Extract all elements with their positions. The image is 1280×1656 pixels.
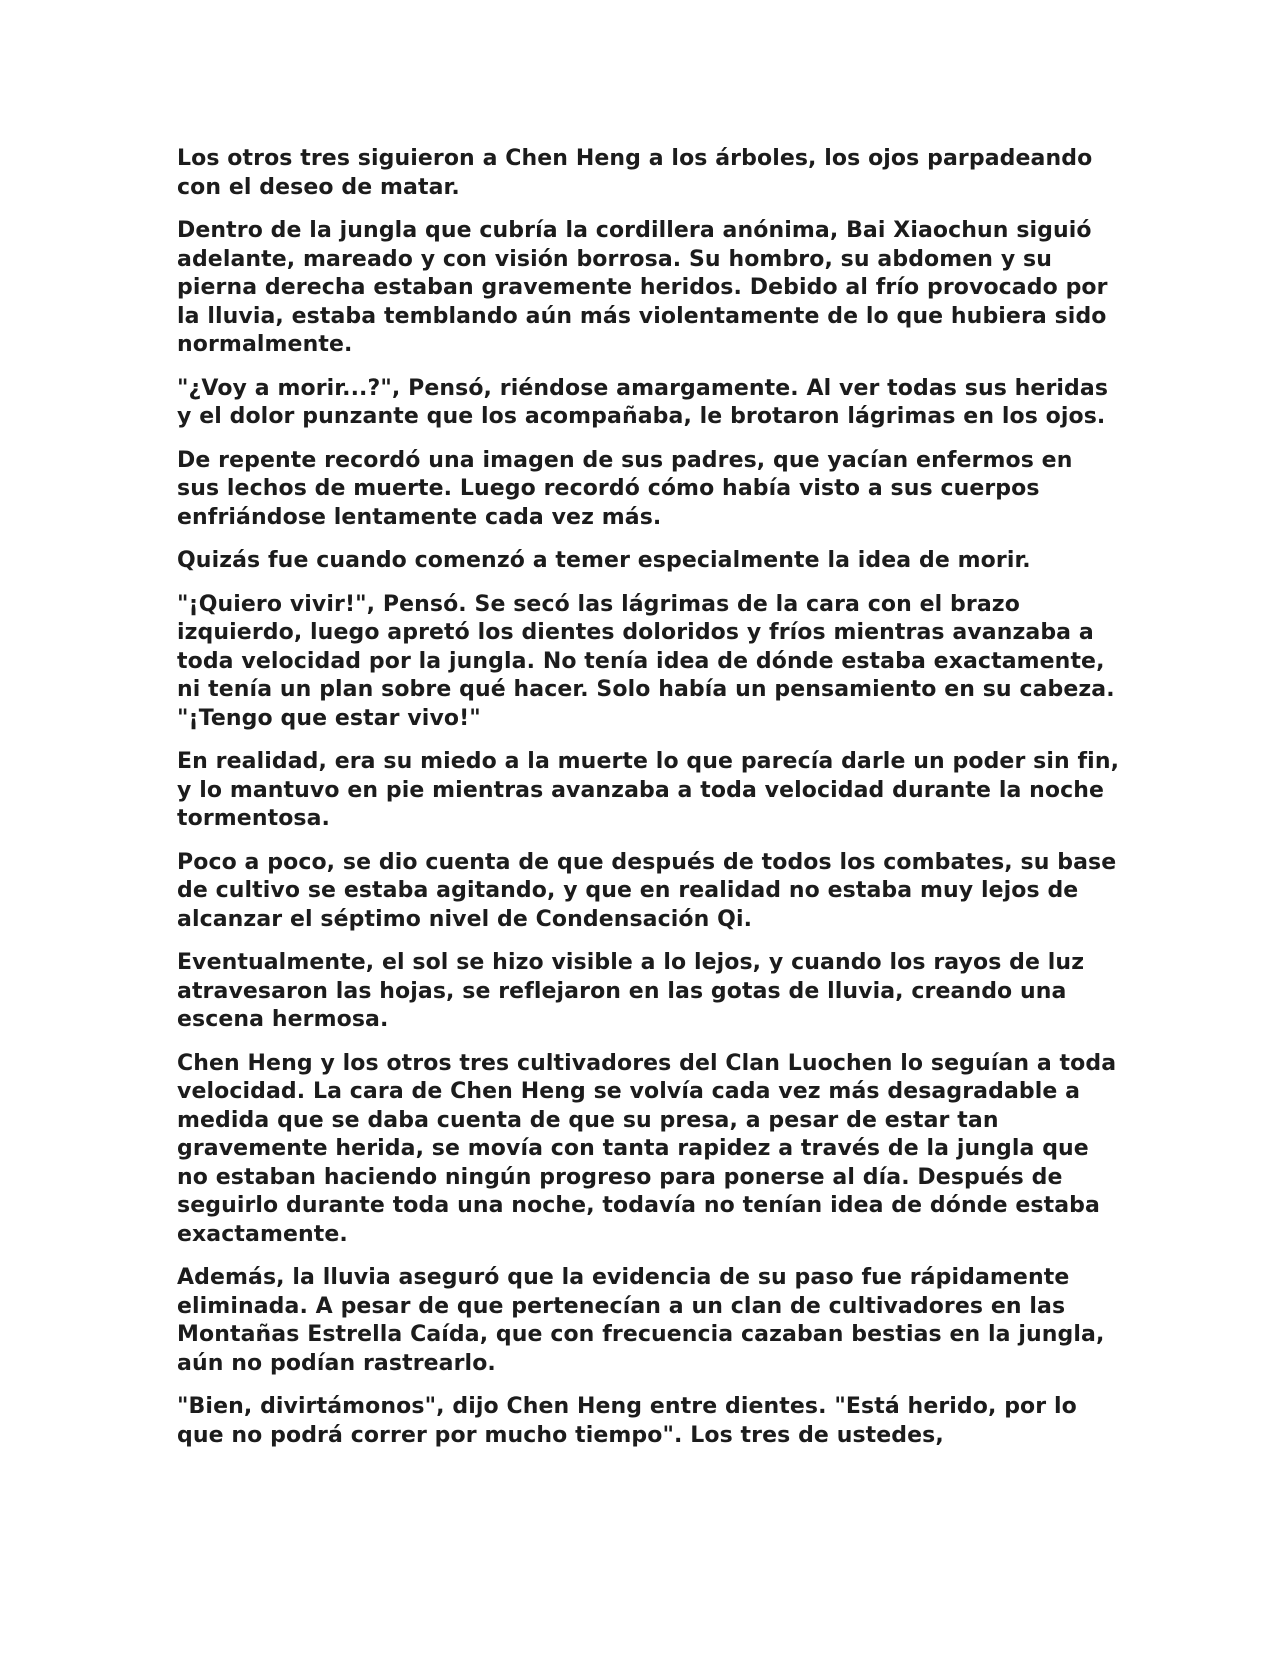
paragraph-9: Eventualmente, el sol se hizo visible a lo lejos, y cuando los rayos de luz atravesaron las hojas, se reflejaron en las gotas de lluvia, creando una escena hermosa.: [177, 950, 1085, 1032]
paragraph-10: Chen Heng y los otros tres cultivadores del Clan Luochen lo seguían a toda velocidad. La cara de Chen Heng se volvía cada vez más desagradable a medida que se daba cuenta de que su presa, a pesar de estar tan gravemente herida, se movía con tanta rapidez a través de la jungla que no estaban haciendo ningún progreso para ponerse al día. Después de seguirlo durante toda una noche, todavía no tenían idea de dónde estaba exactamente.: [177, 1050, 1117, 1247]
paragraph-12: "Bien, divirtámonos", dijo Chen Heng entre dientes. "Está herido, por lo que no podrá correr por mucho tiempo". Los tres de ustedes,: [177, 1394, 1077, 1448]
paragraph-7: En realidad, era su miedo a la muerte lo que parecía darle un poder sin fin, y lo mantuvo en pie mientras avanzaba a toda velocidad durante la noche tormentosa.: [177, 749, 1120, 831]
paragraph-11: Además, la lluvia aseguró que la evidencia de su paso fue rápidamente eliminada. A pesar de que pertenecían a un clan de cultivadores en las Montañas Estrella Caída, que con frecuencia cazaban bestias en la jungla, aún no podían rastrearlo.: [177, 1265, 1105, 1376]
document-page: [177, 145, 1122, 1465]
paragraph-1: Los otros tres siguieron a Chen Heng a los árboles, los ojos parpadeando con el deseo de matar.: [177, 146, 1093, 200]
paragraph-2: Dentro de la jungla que cubría la cordillera anónima, Bai Xiaochun siguió adelante, mareado y con visión borrosa. Su hombro, su abdomen y su pierna derecha estaban gravemente heridos. Debido al frío provocado por la lluvia, estaba temblando aún más violentamente de lo que hubiera sido normalmente.: [177, 218, 1108, 357]
paragraph-5: Quizás fue cuando comenzó a temer especialmente la idea de morir.: [177, 548, 1031, 573]
paragraph-8: Poco a poco, se dio cuenta de que después de todos los combates, su base de cultivo se estaba agitando, y que en realidad no estaba muy lejos de alcanzar el séptimo nivel de Condensación Qi.: [177, 849, 1117, 932]
paragraph-6: "¡Quiero vivir!", Pensó. Se secó las lágrimas de la cara con el brazo izquierdo, luego apretó los dientes doloridos y fríos mientras avanzaba a toda velocidad por la jungla. No tenía idea de dónde estaba exactamente, ni tenía un plan sobre qué hacer. Solo había un pensamiento en su cabeza. "¡Tengo que estar vivo!": [177, 591, 1115, 731]
paragraph-3: "¿Voy a morir...?", Pensó, riéndose amargamente. Al ver todas sus heridas y el dolor punzante que los acompañaba, le brotaron lágrimas en los ojos.: [177, 375, 1109, 429]
paragraph-4: De repente recordó una imagen de sus padres, que yacían enfermos en sus lechos de muerte. Luego recordó cómo había visto a sus cuerpos enfriándose lentamente cada vez más.: [177, 447, 1073, 530]
